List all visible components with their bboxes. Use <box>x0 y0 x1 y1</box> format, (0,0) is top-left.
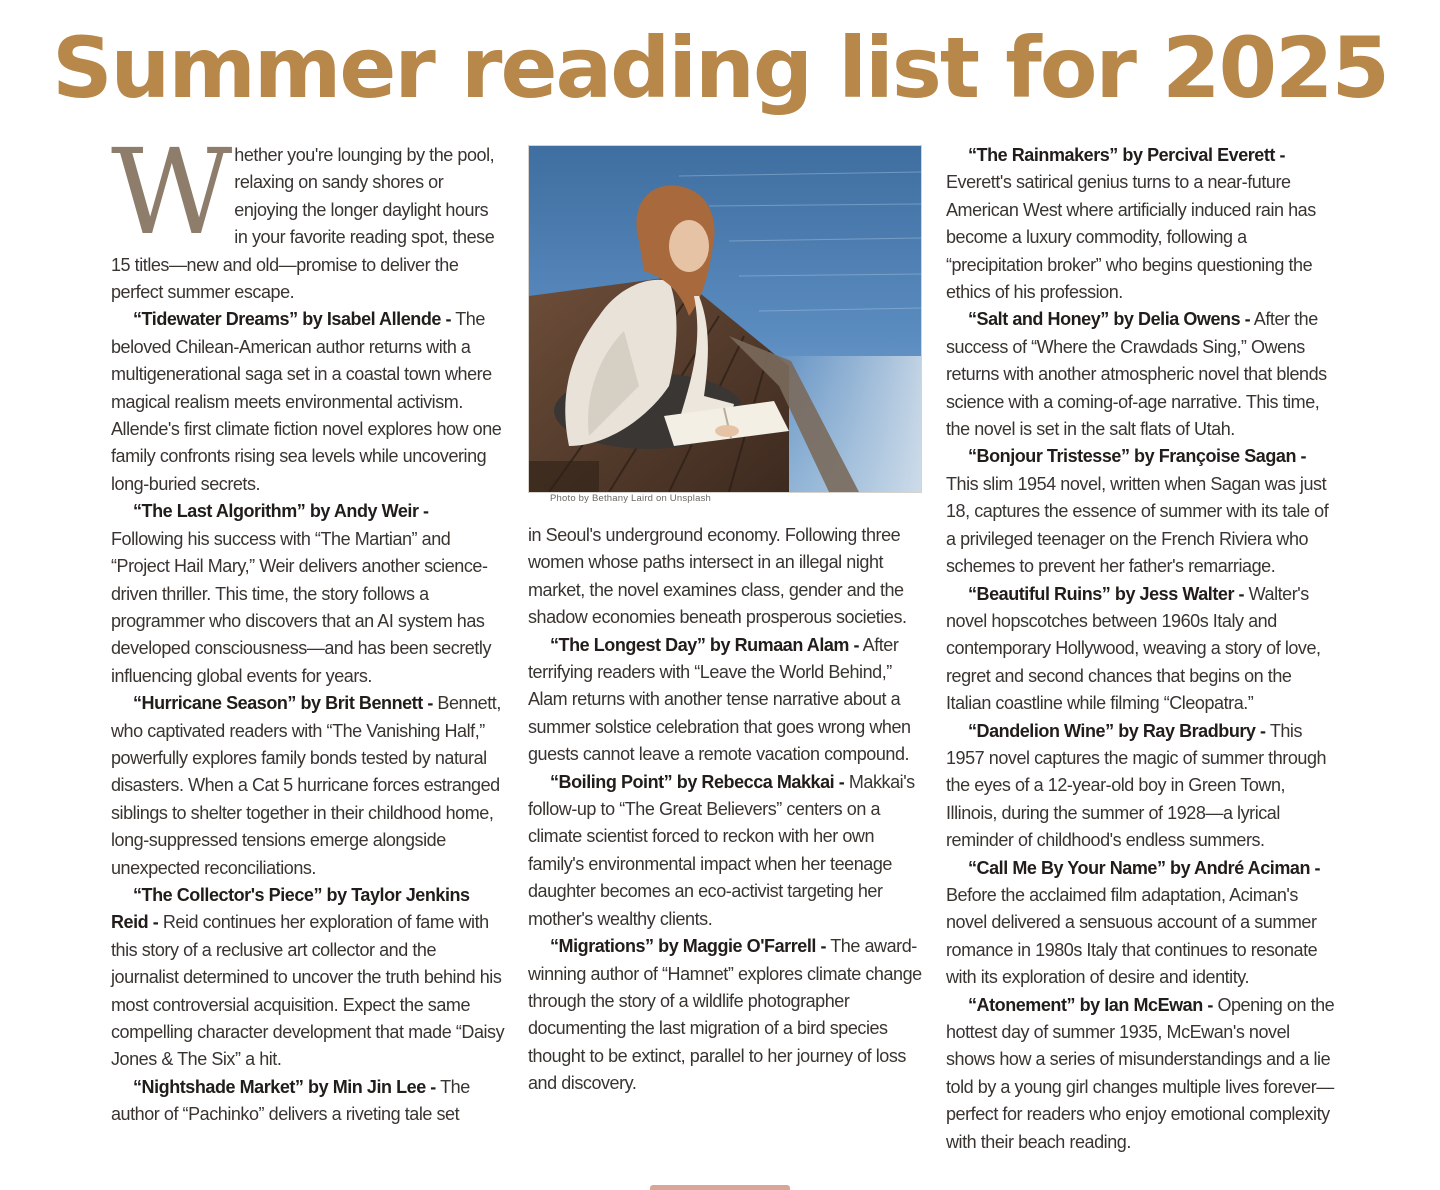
book-description: Everett's satirical genius turns to a near-future American West where artificially induced rain has become a luxury commodity, following a “precipitation broker” who begins questioning the ethics of his profession. <box>946 172 1316 303</box>
book-description: The author of “Pachinko” delivers a riveting tale set <box>111 1076 470 1125</box>
book-entry-7 <box>528 769 922 933</box>
book-entry-13 <box>946 718 1340 855</box>
book-description: Following his success with “The Martian” and “Project Hail Mary,” Weir delivers another science-driven thriller. This time, the story follows a programmer who discovers that an AI system has developed consciousness—and has been secretly influencing global events for years. <box>111 528 492 686</box>
book-title: “Atonement” by Ian McEwan - <box>968 994 1213 1015</box>
book-title: “Boiling Point” by Rebecca Makkai - <box>550 771 845 792</box>
book-entry-5-continued: in Seoul's underground economy. Following three women whose paths intersect in an illegal night market, the novel examines class, gender and the shadow economies beneath prosperous societies. <box>528 525 907 628</box>
photo-caption: Photo by Bethany Laird on Unsplash <box>550 493 712 504</box>
book-entry-14 <box>946 855 1340 992</box>
book-entry-6 <box>528 632 922 769</box>
drop-cap: W <box>111 123 227 261</box>
book-description: Walter's novel hopscotches between 1960s Italy and contemporary Hollywood, weaving a story of love, regret and second chances that begins on the Italian coastline while filming “Cleopatra.” <box>946 583 1321 714</box>
book-title: “Dandelion Wine” by Ray Bradbury - <box>968 720 1266 741</box>
book-title: “Beautiful Ruins” by Jess Walter - <box>968 583 1245 604</box>
article-column-3 <box>946 142 1340 1156</box>
page-title: Summer reading list for 2025 <box>52 19 1388 117</box>
book-title: “The Collector's Piece” by Taylor Jenkins Reid - <box>111 884 470 933</box>
book-entry-2 <box>111 498 505 690</box>
book-title: “Call Me By Your Name” by André Aciman - <box>968 857 1321 878</box>
book-entry-12 <box>946 581 1340 718</box>
article-photo <box>528 145 922 493</box>
column-2-text <box>528 522 922 1098</box>
book-title: “Tidewater Dreams” by Isabel Allende - <box>133 309 452 330</box>
article-column-2 <box>528 142 922 1098</box>
book-entry-15 <box>946 992 1340 1156</box>
book-description: The beloved Chilean-American author returns with a multigenerational saga set in a coastal town where magical realism meets environmental activism. Allende's first climate fiction novel explores how one family confronts rising sea levels while uncovering long-buried secrets. <box>111 309 502 494</box>
book-description: This slim 1954 novel, written when Sagan was just 18, captures the essence of summer with its tale of a privileged teenager on the French Riviera who schemes to prevent her father's remarriage. <box>946 473 1329 577</box>
book-title: “Nightshade Market” by Min Jin Lee - <box>133 1076 436 1097</box>
book-title: “Hurricane Season” by Brit Bennett - <box>133 693 433 714</box>
book-description: After the success of “Where the Crawdads Sing,” Owens returns with another atmospheric novel that blends science with a coming-of-age narrative. This time, the novel is set in the salt flats of Utah. <box>946 309 1327 440</box>
book-description: Reid continues her exploration of fame with this story of a reclusive art collector and the journalist determined to uncover the truth behind his most controversial acquisition. Expect the same compelling character development that made “Daisy Jones & The Six” a hit. <box>111 912 505 1070</box>
book-entry-11 <box>946 443 1340 580</box>
book-title: “Bonjour Tristesse” by Françoise Sagan - <box>968 446 1307 467</box>
page-edge-divider <box>650 1185 790 1190</box>
book-title: “Salt and Honey” by Delia Owens - <box>968 309 1251 330</box>
book-entry-3 <box>111 690 505 882</box>
book-description: Before the acclaimed film adaptation, Aciman's novel delivered a sensuous account of a summer romance in 1980s Italy that continues to resonate with its exploration of desire and identity. <box>946 884 1318 988</box>
book-entry-9 <box>946 142 1340 306</box>
article-column-1 <box>111 123 505 1129</box>
intro-text: hether you're lounging by the pool, relaxing on sandy shores or enjoying the longer daylight hours in your favorite reading spot, these 15 titles—new and old—promise to deliver the perfect summer escape. <box>111 145 495 303</box>
book-entry-8 <box>528 933 922 1097</box>
book-title: “Migrations” by Maggie O'Farrell - <box>550 936 827 957</box>
book-title: “The Longest Day” by Rumaan Alam - <box>550 634 860 655</box>
book-title: “The Rainmakers” by Percival Everett - <box>968 145 1286 165</box>
book-entry-10 <box>946 306 1340 443</box>
book-entry-4 <box>111 882 505 1074</box>
book-description: The award-winning author of “Hamnet” explores climate change through the story of a wildlife photographer documenting the last migration of a bird species thought to be extinct, parallel to her journey of loss and discovery. <box>528 936 922 1094</box>
book-description: Bennett, who captivated readers with “The Vanishing Half,” powerfully explores family bonds tested by natural disasters. When a Cat 5 hurricane forces estranged siblings to shelter together in their childhood home, long-suppressed tensions emerge alongside unexpected reconciliations. <box>111 693 501 878</box>
book-entry-1 <box>111 306 505 498</box>
book-description: This 1957 novel captures the magic of summer through the eyes of a 12-year-old boy in Green Town, Illinois, during the summer of 1928—a lyrical reminder of childhood's endless summers. <box>946 720 1327 851</box>
book-entry-5 <box>111 1074 505 1129</box>
intro-paragraph <box>111 123 505 306</box>
book-description: After terrifying readers with “Leave the World Behind,” Alam returns with another tense narrative about a summer solstice celebration that goes wrong when guests cannot leave a remote vacation compound. <box>528 634 911 765</box>
book-description: Makkai's follow-up to “The Great Believers” centers on a climate scientist forced to reckon with her own family's environmental impact when her teenage daughter becomes an eco-activist targeting her mother's wealthy clients. <box>528 771 915 929</box>
woman-reading-on-dock-image <box>529 146 921 492</box>
book-title: “The Last Algorithm” by Andy Weir - <box>133 501 429 522</box>
book-description: Opening on the hottest day of summer 1935, McEwan's novel shows how a series of misunderstandings and a lie told by a young girl changes multiple lives forever—perfect for readers who enjoy emotional complexity with their beach reading. <box>946 994 1335 1152</box>
